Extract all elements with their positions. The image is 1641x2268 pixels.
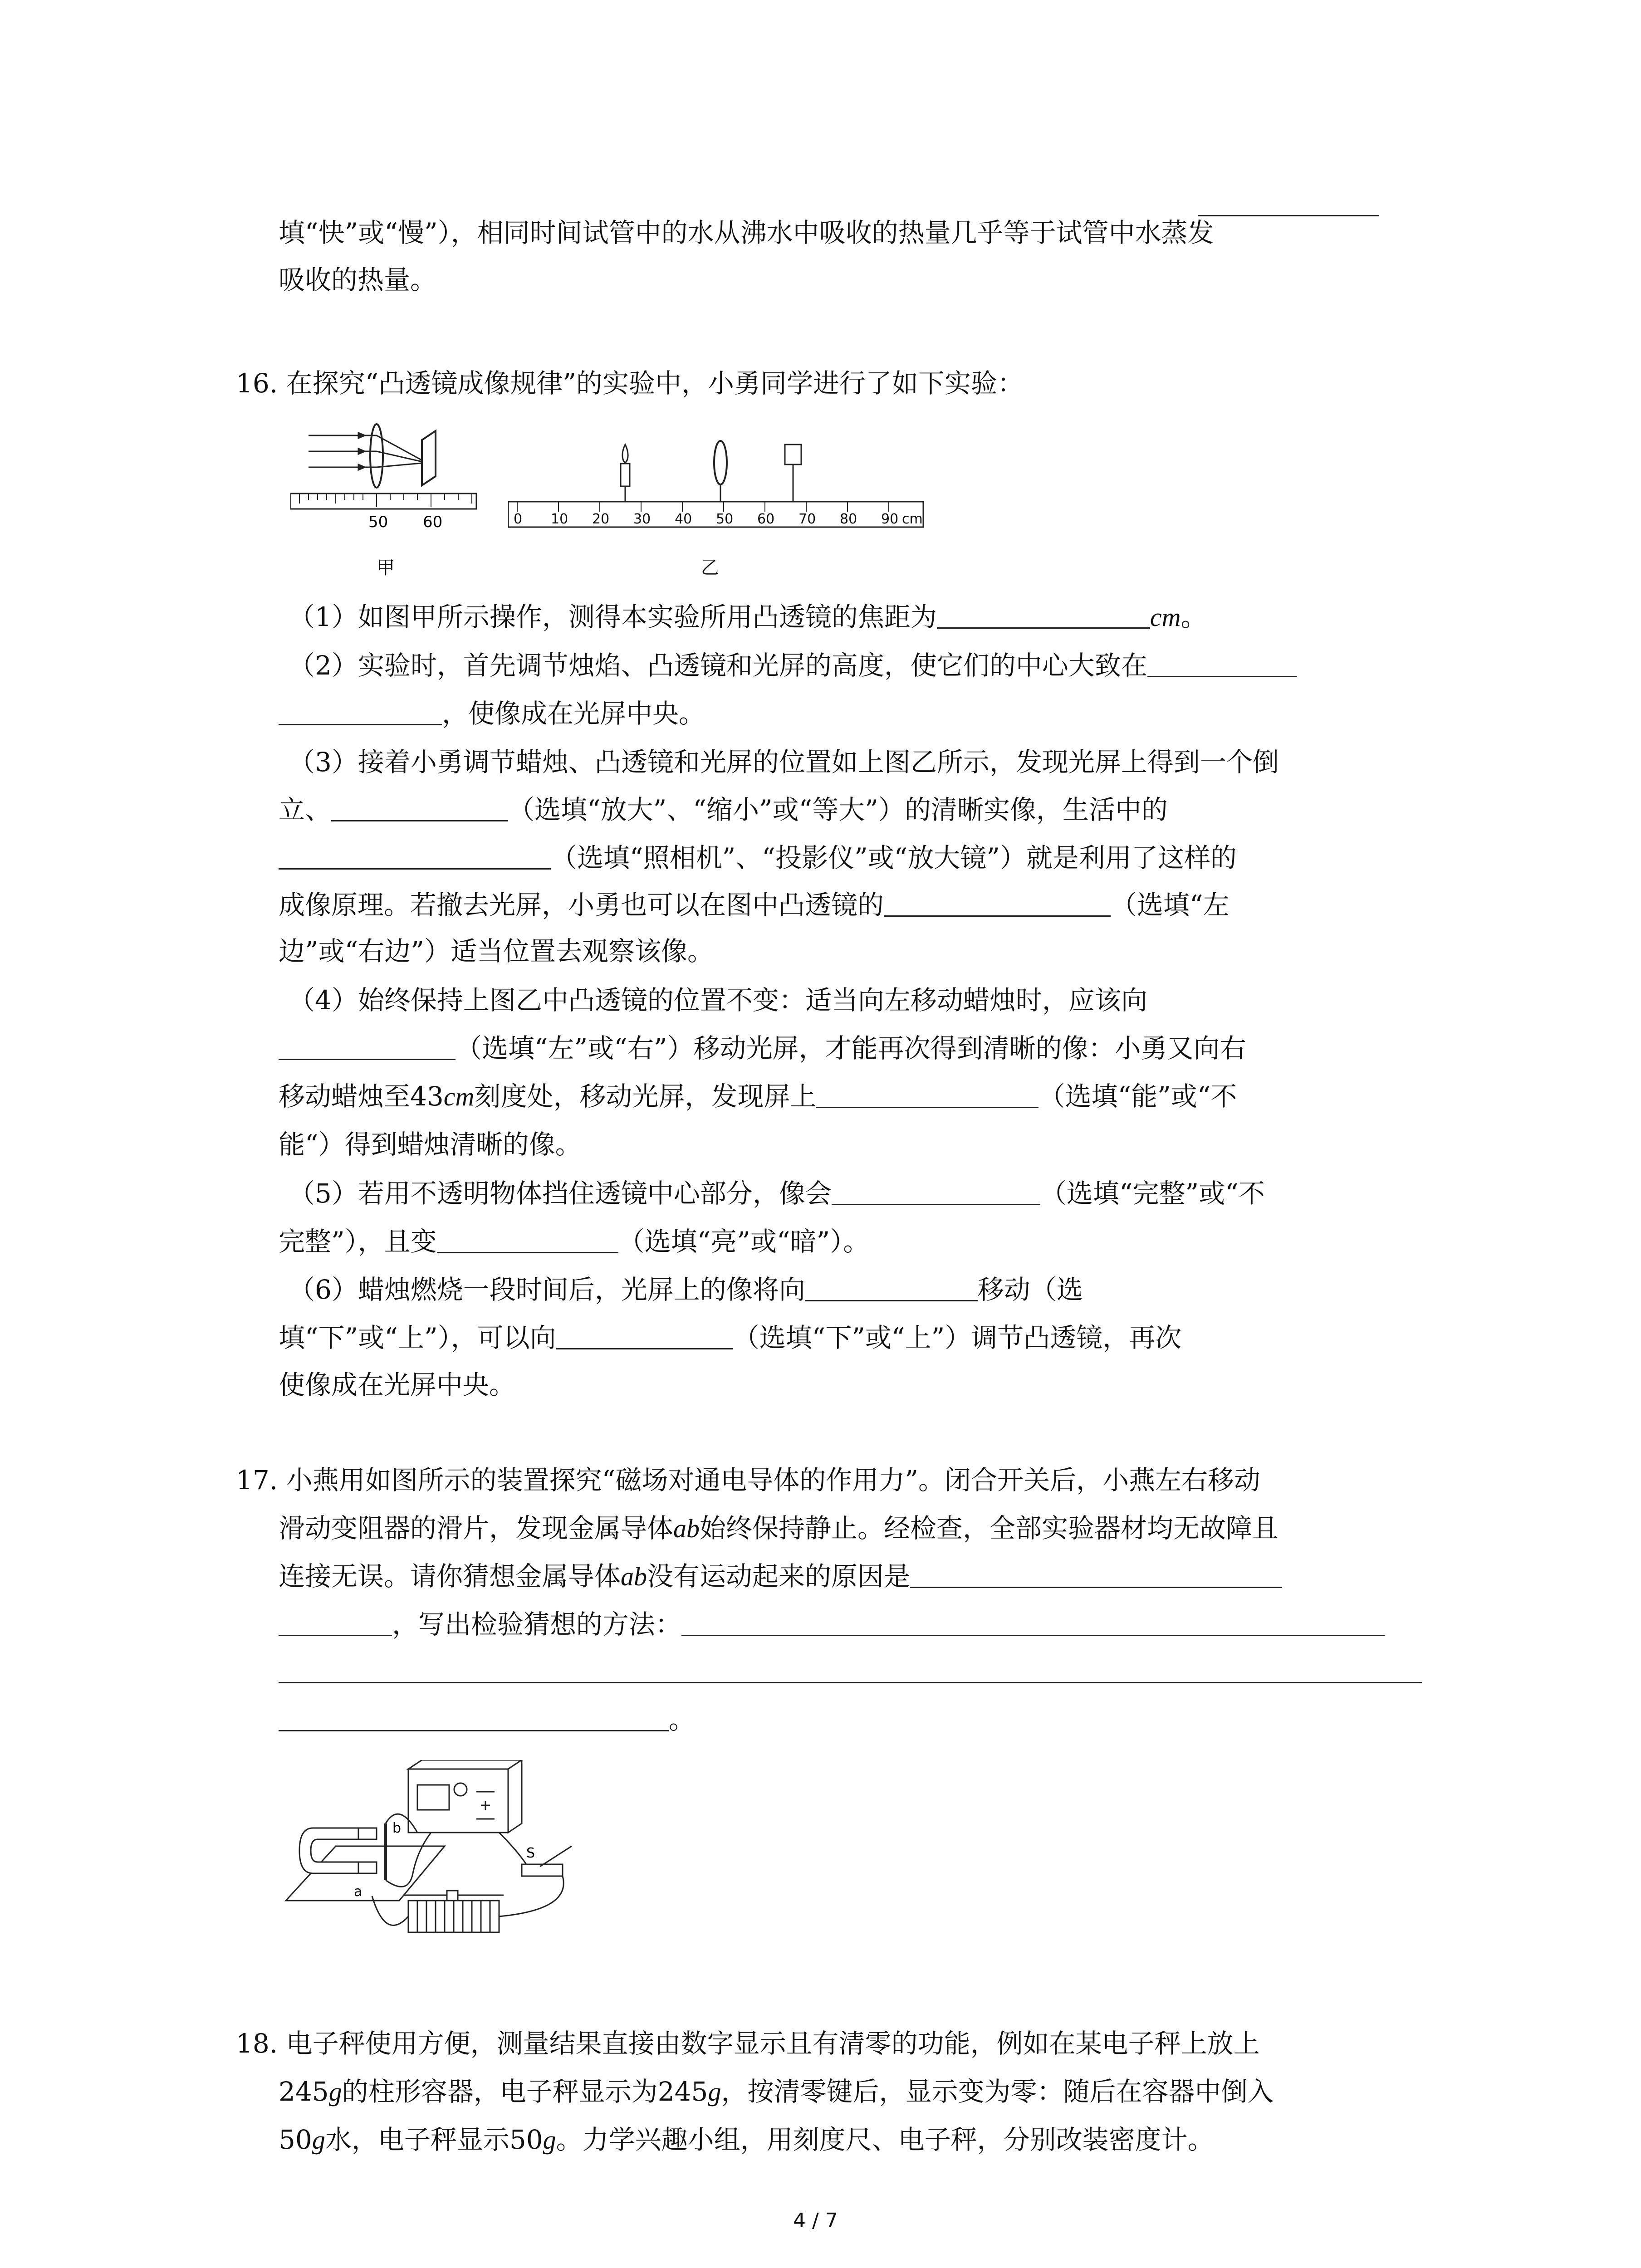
q16-part-6: （6）蜡烛燃烧一段时间后，光屏上的像将向 移动（选	[289, 1274, 1083, 1305]
convex-lens	[714, 441, 727, 484]
figure-magnet-apparatus	[281, 1760, 608, 1955]
answer-blank[interactable]	[832, 1178, 1040, 1205]
figure-jia	[290, 413, 481, 549]
answer-blank[interactable]	[279, 1609, 392, 1636]
answer-blank[interactable]	[279, 843, 551, 870]
convex-lens	[370, 424, 383, 488]
q16-part-4-cont: 移动蜡烛至43cm刻度处，移动光屏，发现屏上 （选填“能”或“不	[279, 1081, 1237, 1112]
q16-part-3-cont: 边”或“右边”）适当位置去观察该像。	[279, 936, 714, 967]
answer-blank[interactable]	[910, 1561, 1282, 1588]
q15-line-2: 吸收的热量。	[279, 264, 437, 295]
page-number: 4 / 7	[793, 2209, 838, 2232]
answer-blank[interactable]	[437, 1227, 618, 1253]
candle	[621, 445, 630, 486]
q16-part-6-cont: 使像成在光屏中央。	[279, 1369, 516, 1400]
ruler-tick: 70	[798, 511, 816, 527]
light-screen	[422, 431, 436, 485]
q18-line-2: 245g的柱形容器，电子秤显示为245g，按清零键后，显示变为零：随后在容器中倒入	[279, 2076, 1274, 2107]
q16-part-3-cont: （选填“照相机”、“投影仪”或“放大镜”）就是利用了这样的	[279, 842, 1237, 874]
q17-line-2: 滑动变阻器的滑片，发现金属导体ab始终保持静止。经检查，全部实验器材均无故障且	[279, 1513, 1279, 1544]
answer-blank[interactable]	[1147, 650, 1297, 677]
answer-blank[interactable]	[279, 1657, 1422, 1683]
label-s: S	[526, 1845, 535, 1861]
q16-stem: 16. 在探究“凸透镜成像规律”的实验中，小勇同学进行了如下实验：	[236, 368, 1024, 399]
ruler-unit: cm	[902, 511, 923, 527]
q16-part-3-cont: 立、 （选填“放大”、“缩小”或“等大”）的清晰实像，生活中的	[279, 794, 1168, 825]
q16-part-1: （1）如图甲所示操作，测得本实验所用凸透镜的焦距为 cm。	[289, 601, 1207, 632]
ruler-tick: 30	[633, 511, 651, 527]
answer-blank[interactable]	[279, 699, 442, 725]
q16-part-4-cont: 能“）得到蜡烛清晰的像。	[279, 1129, 582, 1160]
ruler-tick: 40	[675, 511, 692, 527]
q16-part-6-cont: 填“下”或“上”），可以向 （选填“下”或“上”）调节凸透镜，再次	[279, 1322, 1182, 1353]
q17-line-5	[279, 1656, 1422, 1687]
answer-blank[interactable]	[805, 1275, 978, 1301]
answer-blank[interactable]	[1198, 190, 1379, 216]
rheostat	[404, 1891, 504, 1932]
figure-jia-caption: 甲	[377, 557, 395, 578]
answer-blank[interactable]	[884, 890, 1111, 917]
label-b: b	[392, 1820, 402, 1836]
q16-part-4-cont: （选填“左”或“右”）移动光屏，才能再次得到清晰的像：小勇又向右	[279, 1032, 1246, 1064]
answer-blank[interactable]	[331, 795, 508, 821]
answer-blank[interactable]	[937, 602, 1150, 629]
q17-line-1: 17. 小燕用如图所示的装置探究“磁场对通电导体的作用力”。闭合开关后，小燕左右移动	[236, 1465, 1260, 1496]
q17-line-4: ，写出检验猜想的方法：	[279, 1608, 1385, 1640]
q17-line-3: 连接无误。请你猜想金属导体ab没有运动起来的原因是	[279, 1560, 1282, 1593]
q16-part-2: （2）实验时，首先调节烛焰、凸透镜和光屏的高度，使它们的中心大致在	[289, 650, 1297, 681]
ruler-tick: 60	[423, 513, 443, 531]
ruler	[290, 494, 476, 509]
q18-line-1: 18. 电子秤使用方便，测量结果直接由数字显示且有清零的功能，例如在某电子秤上放上	[236, 2028, 1260, 2059]
answer-blank[interactable]	[681, 1609, 1385, 1636]
answer-blank[interactable]	[556, 1323, 733, 1349]
answer-blank[interactable]	[279, 1705, 669, 1731]
ruler-tick: 0	[514, 511, 523, 527]
q16-part-2-cont: ，使像成在光屏中央。	[279, 698, 705, 729]
light-screen	[785, 445, 801, 464]
q16-part-4: （4）始终保持上图乙中凸透镜的位置不变：适当向左移动蜡烛时，应该向	[289, 985, 1147, 1016]
ruler-tick: 10	[551, 511, 568, 527]
ruler-tick: 90	[881, 511, 899, 527]
q17-line-6: 。	[279, 1704, 695, 1735]
q15-line-1: 填“快”或“慢”），相同时间试管中的水从沸水中吸收的热量几乎等于试管中水蒸发	[279, 217, 1214, 248]
q16-part-5: （5）若用不透明物体挡住透镜中心部分，像会 （选填“完整”或“不	[289, 1178, 1265, 1209]
ruler-tick: 60	[757, 511, 775, 527]
q18-line-3: 50g水，电子秤显示50g。力学兴趣小组，用刻度尺、电子秤，分别改装密度计。	[279, 2124, 1214, 2155]
ruler-tick: 50	[716, 511, 734, 527]
q16-part-3-cont: 成像原理。若撤去光屏，小勇也可以在图中凸透镜的 （选填“左	[279, 890, 1230, 920]
ruler-tick: 50	[368, 513, 388, 531]
label-a: a	[354, 1884, 362, 1900]
ruler-tick: 20	[592, 511, 610, 527]
power-supply	[408, 1760, 522, 1833]
answer-blank[interactable]	[816, 1081, 1038, 1108]
figure-yi-caption: 乙	[701, 557, 719, 578]
q16-part-5-cont: 完整”），且变 （选填“亮”或“暗”）。	[279, 1226, 870, 1257]
q16-part-3: （3）接着小勇调节蜡烛、凸透镜和光屏的位置如上图乙所示，发现光屏上得到一个倒	[289, 747, 1279, 777]
light-rays	[309, 433, 426, 470]
ruler-tick: 80	[840, 511, 857, 527]
answer-blank[interactable]	[279, 1033, 456, 1060]
figure-yi	[508, 435, 926, 544]
